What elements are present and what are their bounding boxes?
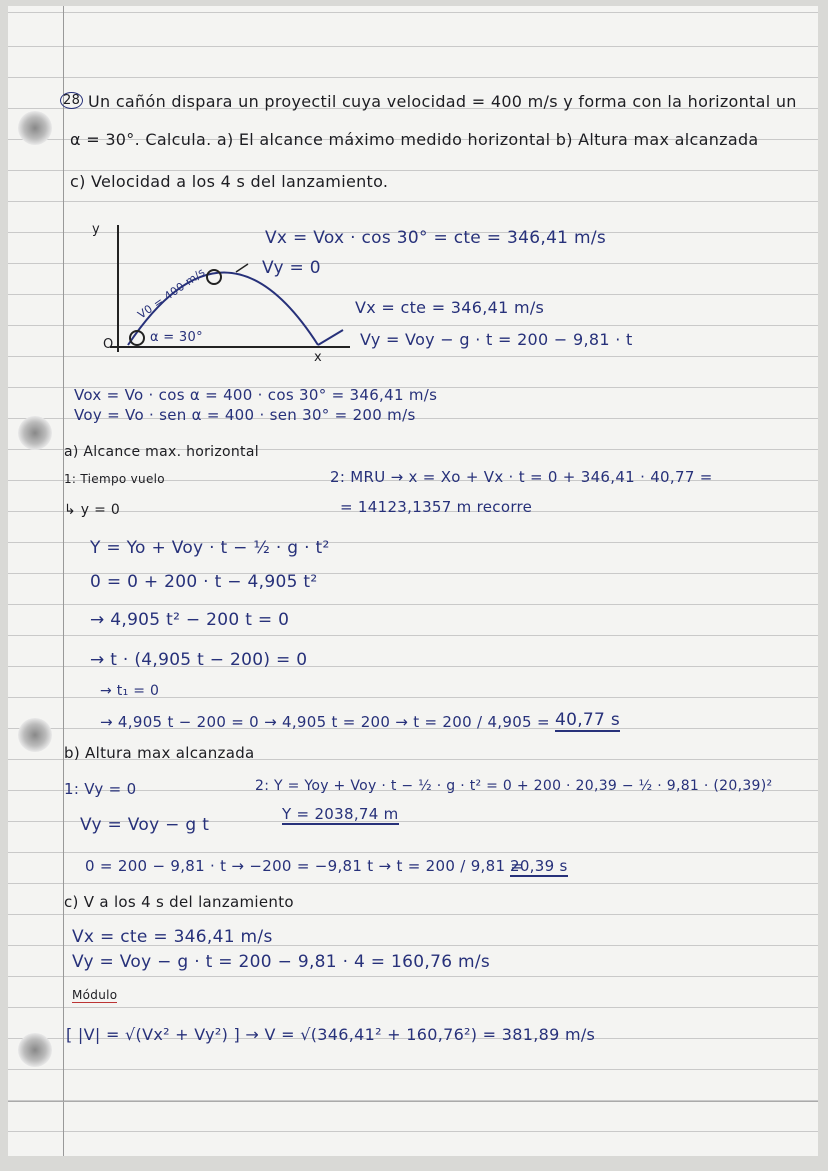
part-a-title: a) Alcance max. horizontal [64,444,259,460]
x-axis-label: x [314,350,322,365]
velocity-arrow [236,264,248,272]
voy-equation: Voy = Vo · sen α = 400 · sen 30° = 200 m/s [74,406,416,424]
modulo-heading: Módulo [72,988,118,1002]
v0-label: V0 = 400 m/s [135,265,208,322]
vox-equation: Vox = Vo · cos α = 400 · cos 30° = 346,41 m/s [74,386,438,404]
velocity-arrow [318,330,343,345]
part-b-step1: 1: Vy = 0 [64,780,137,798]
flight-time-result: 40,77 s [555,710,621,730]
end-vx: Vx = cte = 346,41 m/s [355,298,545,317]
range-result: = 14123,1357 m recorre [340,498,533,516]
equation: → 4,905 t − 200 = 0 → 4,905 t = 200 → t = 200 / 4,905 = [100,713,550,731]
problem-text: Un cañón dispara un proyectil cuya velocidad = 400 m/s y forma con la horizontal un [88,92,797,111]
part-b-step2: 2: Y = Yoy + Voy · t − ½ · g · t² = 0 + 200 · 20,39 − ½ · 9,81 · (20,39)² [255,778,773,794]
apex-vy: Vy = 0 [262,258,321,278]
equation: Y = Yo + Voy · t − ½ · g · t² [90,538,330,558]
equation: Vy = Voy − g · t = 200 − 9,81 · 4 = 160,76 m/s [72,952,491,972]
equation: 0 = 0 + 200 · t − 4,905 t² [90,572,318,592]
part-a-step1: 1: Tiempo vuelo [64,472,165,486]
max-height-result: Y = 2038,74 m [282,805,399,823]
part-a-condition: ↳ y = 0 [64,502,121,518]
problem-number: 28 [60,92,83,109]
part-c-title: c) V a los 4 s del lanzamiento [64,893,294,911]
equation: Vy = Voy − g t [80,815,210,835]
apex-time-result: 20,39 s [510,857,568,875]
problem-text: c) Velocidad a los 4 s del lanzamiento. [70,172,389,191]
part-a-step2: 2: MRU → x = Xo + Vx · t = 0 + 346,41 · 40,77 = [330,468,713,486]
angle-label: α = 30° [150,330,203,345]
equation: → t · (4,905 t − 200) = 0 [90,650,308,670]
problem-text: α = 30°. Calcula. a) El alcance máximo medido horizontal b) Altura max alcanzada [70,130,759,149]
equation: → 4,905 t² − 200 t = 0 [90,610,290,630]
equation: Vx = cte = 346,41 m/s [72,927,273,947]
apex-marker [207,270,221,284]
y-axis-label: y [92,222,100,237]
apex-vx: Vx = Vox · cos 30° = cte = 346,41 m/s [265,228,607,248]
part-b-title: b) Altura max alcanzada [64,744,255,762]
equation: → t₁ = 0 [100,683,160,699]
equation: 0 = 200 − 9,81 · t → −200 = −9,81 t → t = 200 / 9,81 = [85,857,524,875]
end-vy: Vy = Voy − g · t = 200 − 9,81 · t [360,330,633,349]
origin-label: O [103,337,114,352]
modulus-equation: [ |V| = √(Vx² + Vy²) ] → V = √(346,41² + 160,76²) = 381,89 m/s [66,1025,596,1044]
